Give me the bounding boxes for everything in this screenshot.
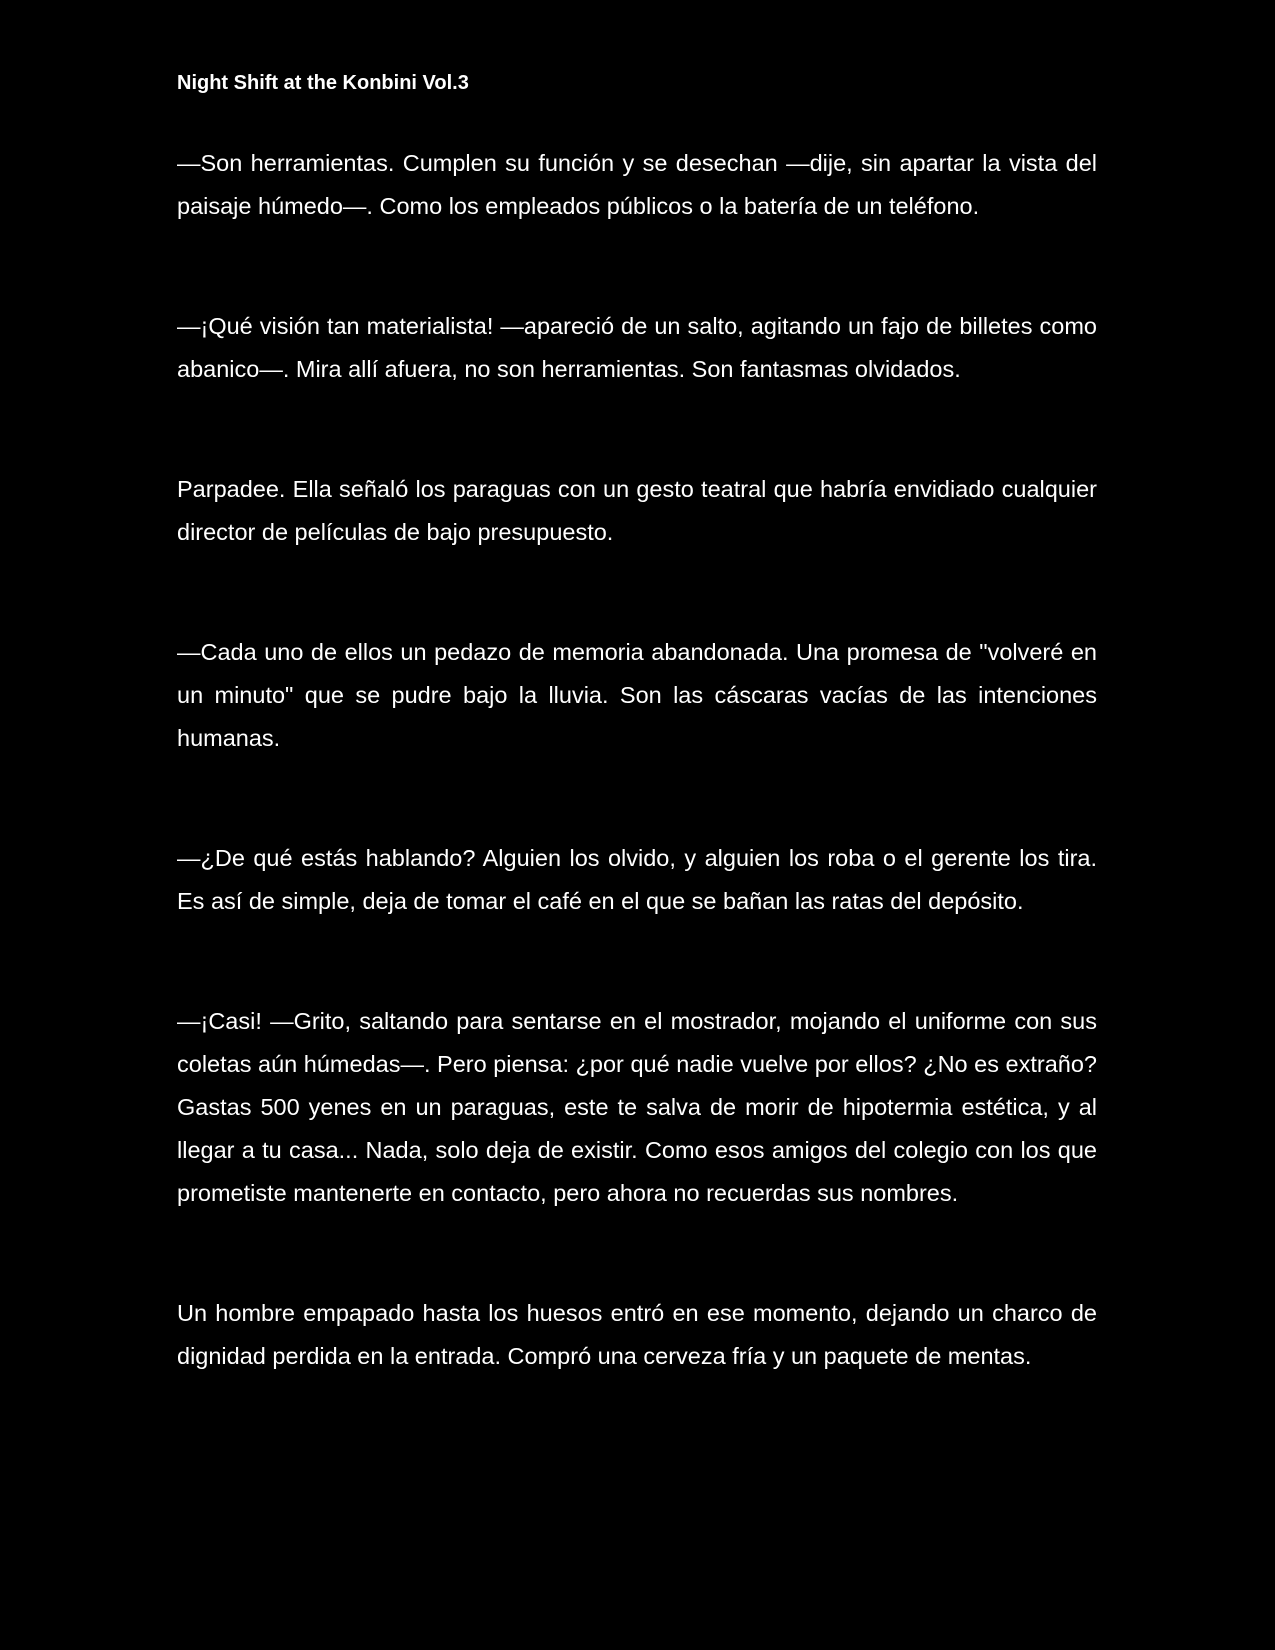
body-text [177,142,1097,1455]
running-header: Night Shift at the Konbini Vol.3 [177,72,469,94]
paragraph: —¡Casi! —Grito, saltando para sentarse en el mostrador, mojando el uniforme con sus coletas aún húmedas—. Pero piensa: ¿por qué nadie vuelve por ellos? ¿No es extraño? Gastas 500 yenes en un paraguas, este te salva de morir de hipotermia estética, y al llegar a tu casa... Nada, solo deja de existir. Como esos amigos del colegio con los que prometiste mantenerte en contacto, pero ahora no recuerdas sus nombres. [177,1008,1097,1206]
paragraph: —Son herramientas. Cumplen su función y se desechan —dije, sin apartar la vista del paisaje húmedo—. Como los empleados públicos o la batería de un teléfono. [177,150,1097,219]
paragraph: Parpadee. Ella señaló los paraguas con un gesto teatral que habría envidiado cualquier director de películas de bajo presupuesto. [177,476,1097,545]
paragraph: Un hombre empapado hasta los huesos entró en ese momento, dejando un charco de dignidad perdida en la entrada. Compró una cerveza fría y un paquete de mentas. [177,1300,1097,1369]
paragraph: —¡Qué visión tan materialista! —apareció de un salto, agitando un fajo de billetes como abanico—. Mira allí afuera, no son herramientas. Son fantasmas olvidados. [177,313,1097,382]
paragraph: —¿De qué estás hablando? Alguien los olvido, y alguien los roba o el gerente los tira. Es así de simple, deja de tomar el café en el que se bañan las ratas del depósito. [177,845,1097,914]
paragraph: —Cada uno de ellos un pedazo de memoria abandonada. Una promesa de "volveré en un minuto" que se pudre bajo la lluvia. Son las cáscaras vacías de las intenciones humanas. [177,639,1097,751]
